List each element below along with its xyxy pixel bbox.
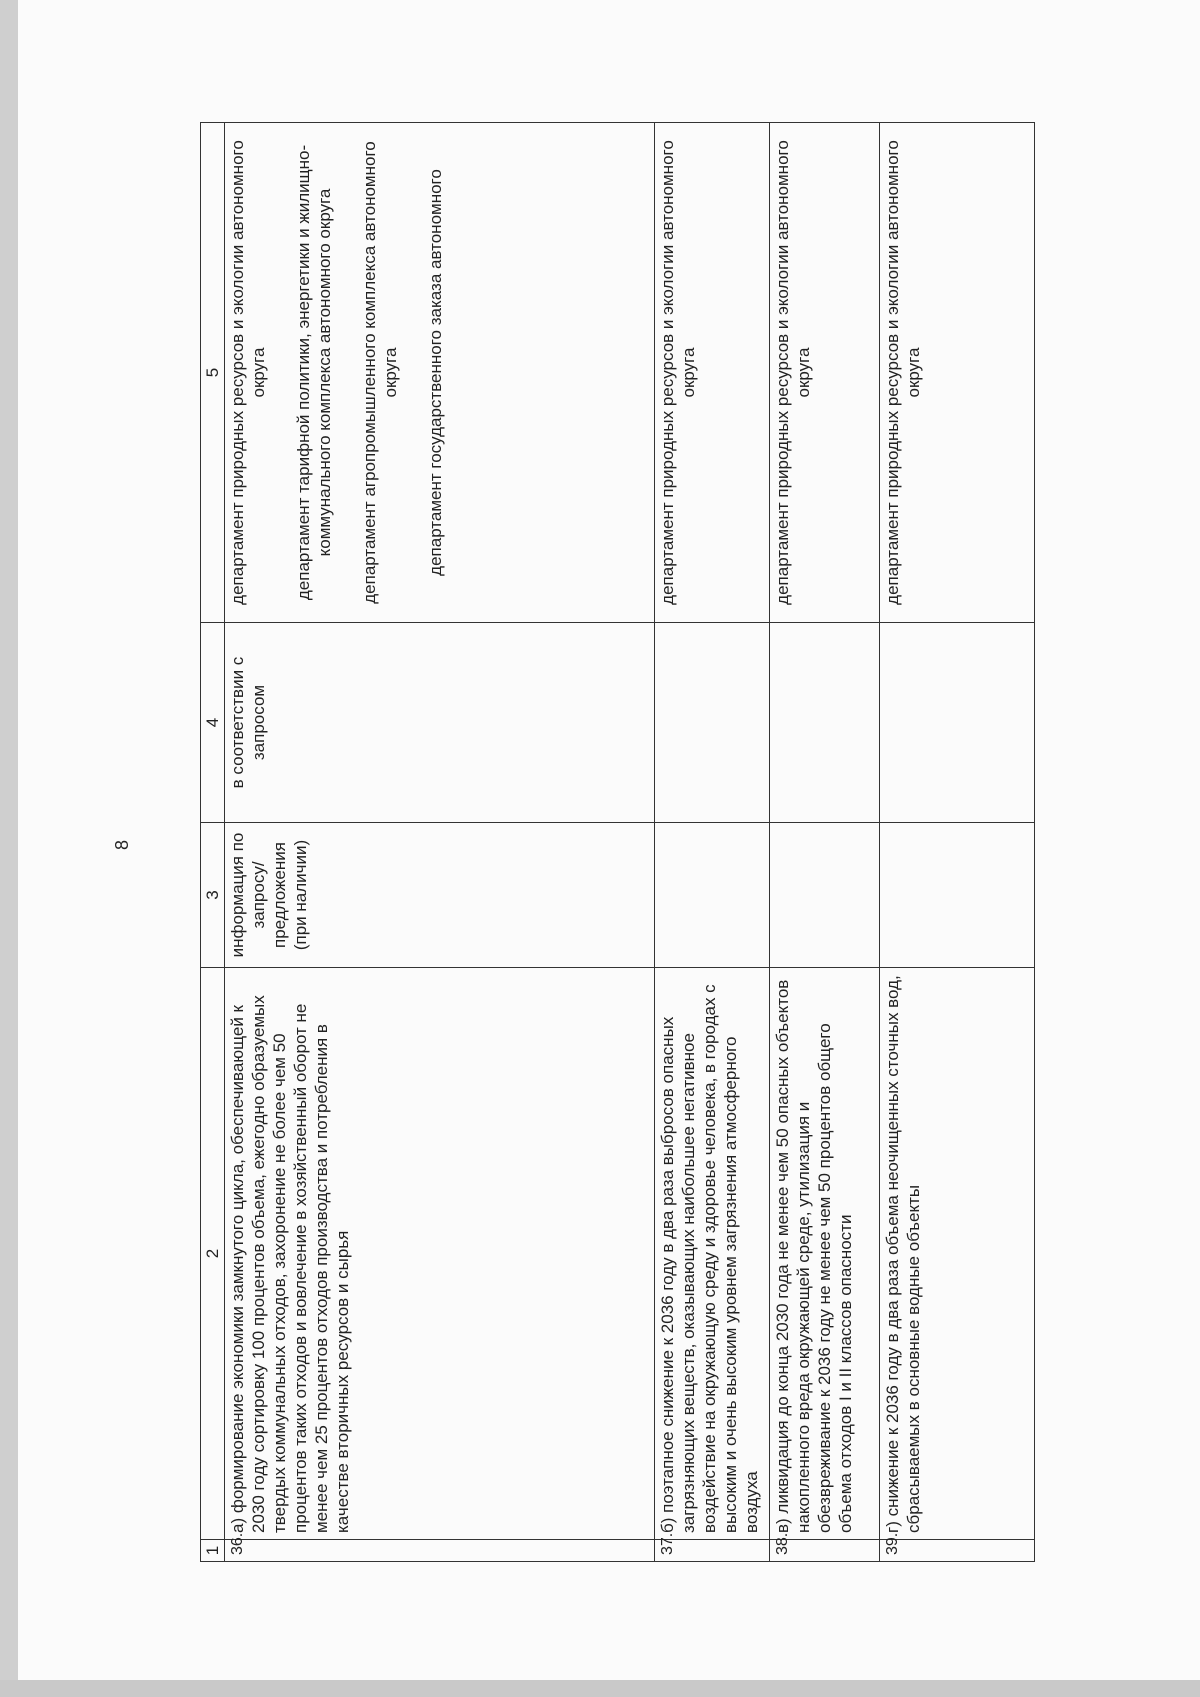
departments-cell (770, 123, 880, 623)
department-name: департамент агропромышленного комплекса автономного округа (360, 141, 400, 604)
measure-text: а) формирование экономики замкнутого цикла, обеспечивающей к 2030 году сортировку 100 процентов объема, ежегодно образуемых твердых коммунальных отходов, захоронение не более чем 50 процентов таких отходов и вовлечение в хозяйственный оборот не менее чем 25 процентов отходов производства и потребления в качестве вторичных ресурсов и сырья (225, 968, 655, 1540)
departments-cell (655, 123, 770, 623)
row-number: 39. (880, 1540, 1035, 1562)
departments-cell (880, 123, 1035, 623)
measure-text: в) ликвидация до конца 2030 года не менее чем 50 опасных объектов накопленного вреда окружающей среде, утилизация и обезвреживание к 2036 году не менее чем 50 процентов общего объема отходов I и II классов опасности (770, 968, 880, 1540)
info-text (655, 823, 770, 968)
header-cell-1: 1 (201, 1540, 225, 1562)
table-row (225, 123, 655, 1562)
deadline-text (770, 623, 880, 823)
deadline-text (655, 623, 770, 823)
department-name: департамент природных ресурсов и экологии автономного округа (883, 140, 923, 605)
department-name: департамент государственного заказа автономного (426, 169, 445, 576)
header-cell-3: 3 (201, 823, 225, 968)
table-row (880, 123, 1035, 1562)
page-number: 8 (112, 840, 132, 851)
info-text: информация по запросу/ предложения (при наличии) (225, 823, 655, 968)
info-text (880, 823, 1035, 968)
header-cell-2: 2 (201, 968, 225, 1540)
measure-text: г) снижение к 2036 году в два раза объема неочищенных сточных вод, сбрасываемых в основные водные объекты (880, 968, 1035, 1540)
row-number: 36. (225, 1540, 655, 1562)
departments-cell (225, 123, 655, 623)
header-cell-5: 5 (201, 123, 225, 623)
measure-text: б) поэтапное снижение к 2036 году в два раза выбросов опасных загрязняющих веществ, оказывающих наибольшее негативное воздействие на окружающую среду и здоровье человека, в городах с высоким и очень высоким уровнем загрязнения атмосферного воздуха (655, 968, 770, 1540)
scan-edge (0, 1680, 1200, 1697)
deadline-text (880, 623, 1035, 823)
deadline-text: в соответствии с запросом (225, 623, 655, 823)
table-row (655, 123, 770, 1562)
measures-table (200, 122, 1035, 1562)
table-header-row (201, 123, 225, 1562)
department-name: департамент природных ресурсов и экологии автономного округа (228, 140, 268, 605)
department-name: департамент тарифной политики, энергетики и жилищно-коммунального комплекса автономного округа (294, 144, 334, 601)
info-text (770, 823, 880, 968)
header-cell-4: 4 (201, 623, 225, 823)
department-name: департамент природных ресурсов и экологии автономного округа (773, 140, 813, 605)
department-name: департамент природных ресурсов и экологии автономного округа (658, 140, 698, 605)
row-number: 38. (770, 1540, 880, 1562)
row-number: 37. (655, 1540, 770, 1562)
table-row (770, 123, 880, 1562)
rotated-table-wrapper (200, 122, 1035, 1562)
